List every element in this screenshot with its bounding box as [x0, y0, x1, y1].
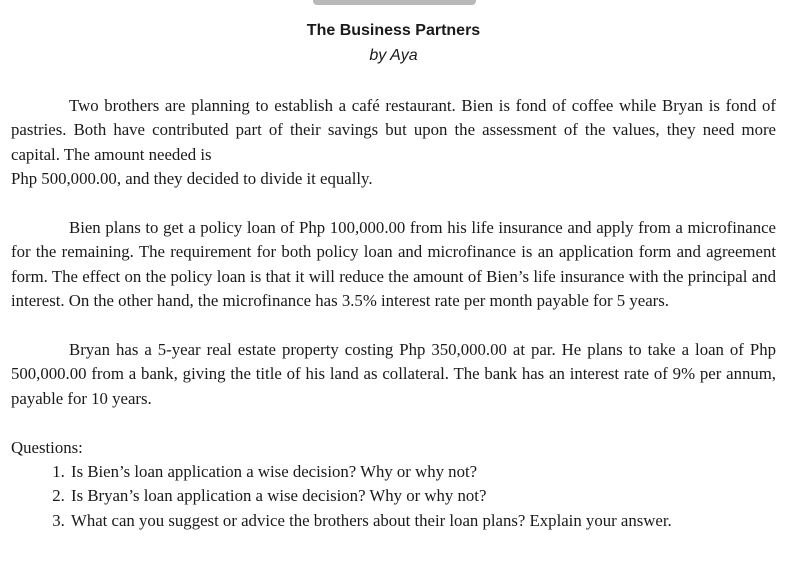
- scroll-handle[interactable]: [313, 0, 476, 5]
- document-byline: by Aya: [369, 47, 418, 64]
- question-item: 3. What can you suggest or advice the brothers about their loan plans? Explain your answer.: [69, 509, 776, 533]
- question-item: 2. Is Bryan’s loan application a wise decision? Why or why not?: [69, 484, 776, 508]
- questions-list: [11, 460, 776, 533]
- paragraph-intro-line-1: Two brothers are planning to establish a café restaurant. Bien is fond of coffee while Bryan is fond of pastries. Both have contributed part of their savings but upon the assessment of the values, they need more capital. The amount needed is: [11, 96, 776, 164]
- paragraph-bien-plan: Bien plans to get a policy loan of Php 100,000.00 from his life insurance and apply from a microfinance for the remaining. The requirement for both policy loan and microfinance is an application form and agreement form. The effect on the policy loan is that it will reduce the amount of Bien’s life insurance with the principal and interest. On the other hand, the microfinance has 3.5% interest rate per month payable for 5 years.: [11, 218, 776, 311]
- paragraph-bryan-plan: Bryan has a 5-year real estate property costing Php 350,000.00 at par. He plans to take a loan of Php 500,000.00 from a bank, giving the title of his land as collateral. The bank has an interest rate of 9% per annum, payable for 10 years.: [11, 340, 776, 408]
- paragraph-intro-line-2: Php 500,000.00, and they decided to divide it equally.: [11, 169, 373, 189]
- question-item: 1. Is Bien’s loan application a wise decision? Why or why not?: [69, 460, 776, 484]
- paragraph-intro: [11, 94, 776, 192]
- document-title: The Business Partners: [306, 22, 481, 39]
- questions-heading: Questions:: [11, 437, 83, 457]
- document-body: [11, 94, 776, 533]
